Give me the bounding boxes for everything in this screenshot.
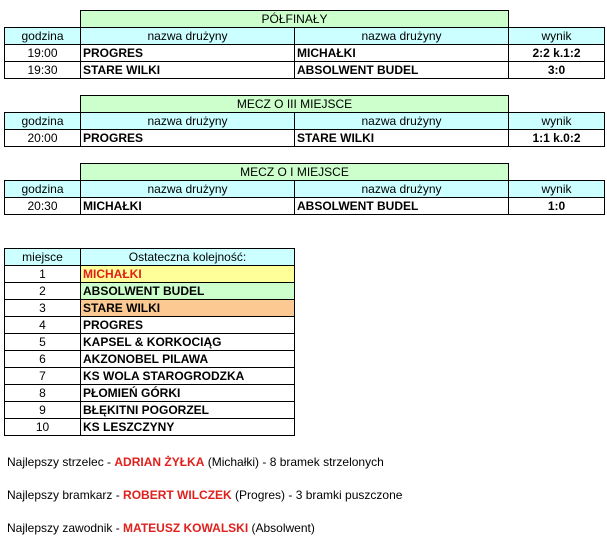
semifinals-title-row <box>5 11 605 28</box>
header-time: godzina <box>5 113 81 130</box>
place-number: 7 <box>5 368 81 385</box>
team2-name: STARE WILKI <box>295 130 509 147</box>
award-label: Najlepszy bramkarz - <box>7 488 124 502</box>
match-result: 1:0 <box>509 198 605 215</box>
standings-row <box>5 317 295 334</box>
team-name: AKZONOBEL PILAWA <box>81 351 295 368</box>
header-place: miejsce <box>5 249 81 266</box>
table-row <box>5 130 605 147</box>
final-header-row <box>5 181 605 198</box>
semifinals-header-row <box>5 28 605 45</box>
match-time: 20:30 <box>5 198 81 215</box>
table-row <box>5 198 605 215</box>
final-table <box>4 163 605 215</box>
third-place-table <box>4 95 605 147</box>
award-label: Najlepszy zawodnik - <box>7 521 124 535</box>
header-result: wynik <box>509 181 605 198</box>
place-number: 9 <box>5 402 81 419</box>
award-best-player <box>7 521 315 535</box>
semifinals-title: PÓŁFINAŁY <box>81 11 509 28</box>
award-details: (Absolwent) <box>248 521 315 535</box>
team1-name: STARE WILKI <box>81 62 295 79</box>
team-name: PŁOMIEŃ GÓRKI <box>81 385 295 402</box>
header-result: wynik <box>509 113 605 130</box>
standings-row <box>5 266 295 283</box>
third-place-header-row <box>5 113 605 130</box>
standings-row <box>5 402 295 419</box>
match-time: 20:00 <box>5 130 81 147</box>
standings-header-row <box>5 249 295 266</box>
standings-row <box>5 351 295 368</box>
award-label: Najlepszy strzelec - <box>7 455 115 469</box>
team2-name: ABSOLWENT BUDEL <box>295 62 509 79</box>
team1-name: PROGRES <box>81 45 295 62</box>
standings-row <box>5 334 295 351</box>
place-number: 2 <box>5 283 81 300</box>
place-number: 6 <box>5 351 81 368</box>
header-time: godzina <box>5 181 81 198</box>
place-number: 3 <box>5 300 81 317</box>
final-block <box>4 163 605 215</box>
third-place-title: MECZ O III MIEJSCE <box>81 96 509 113</box>
team-name: KAPSEL & KORKOCIĄG <box>81 334 295 351</box>
award-best-goalkeeper <box>7 488 402 502</box>
award-player-name: ADRIAN ŻYŁKA <box>114 455 205 469</box>
header-time: godzina <box>5 28 81 45</box>
team1-name: MICHAŁKI <box>81 198 295 215</box>
award-player-name: MATEUSZ KOWALSKI <box>123 521 249 535</box>
match-result: 2:2 k.1:2 <box>509 45 605 62</box>
standings-row <box>5 385 295 402</box>
match-time: 19:00 <box>5 45 81 62</box>
match-result: 3:0 <box>509 62 605 79</box>
header-team2: nazwa drużyny <box>295 181 509 198</box>
place-number: 8 <box>5 385 81 402</box>
match-result: 1:1 k.0:2 <box>509 130 605 147</box>
team2-name: ABSOLWENT BUDEL <box>295 198 509 215</box>
standings-row <box>5 419 295 436</box>
award-player-name: ROBERT WILCZEK <box>123 488 232 502</box>
team-name: KS WOLA STAROGRODZKA <box>81 368 295 385</box>
third-place-title-row <box>5 96 605 113</box>
header-team2: nazwa drużyny <box>295 28 509 45</box>
header-team1: nazwa drużyny <box>81 181 295 198</box>
header-result: wynik <box>509 28 605 45</box>
team-name: MICHAŁKI <box>81 266 295 283</box>
team1-name: PROGRES <box>81 130 295 147</box>
place-number: 4 <box>5 317 81 334</box>
final-title: MECZ O I MIEJSCE <box>81 164 509 181</box>
team-name: KS LESZCZYNY <box>81 419 295 436</box>
semifinals-block <box>4 10 605 79</box>
team-name: STARE WILKI <box>81 300 295 317</box>
standings-row <box>5 368 295 385</box>
semifinals-table <box>4 10 605 79</box>
team-name: BŁĘKITNI POGORZEL <box>81 402 295 419</box>
award-details: (Michałki) - 8 bramek strzelonych <box>204 455 384 469</box>
award-details: (Progres) - 3 bramki puszczone <box>231 488 403 502</box>
header-team2: nazwa drużyny <box>295 113 509 130</box>
standings-table <box>4 248 295 436</box>
standings-block <box>4 248 295 436</box>
place-number: 5 <box>5 334 81 351</box>
place-number: 10 <box>5 419 81 436</box>
third-place-block <box>4 95 605 147</box>
match-time: 19:30 <box>5 62 81 79</box>
place-number: 1 <box>5 266 81 283</box>
table-row <box>5 62 605 79</box>
team2-name: MICHAŁKI <box>295 45 509 62</box>
award-top-scorer <box>7 455 384 469</box>
standings-row <box>5 300 295 317</box>
standings-row <box>5 283 295 300</box>
table-row <box>5 45 605 62</box>
team-name: PROGRES <box>81 317 295 334</box>
header-team1: nazwa drużyny <box>81 113 295 130</box>
header-team1: nazwa drużyny <box>81 28 295 45</box>
final-title-row <box>5 164 605 181</box>
team-name: ABSOLWENT BUDEL <box>81 283 295 300</box>
header-final-order: Ostateczna kolejność: <box>81 249 295 266</box>
